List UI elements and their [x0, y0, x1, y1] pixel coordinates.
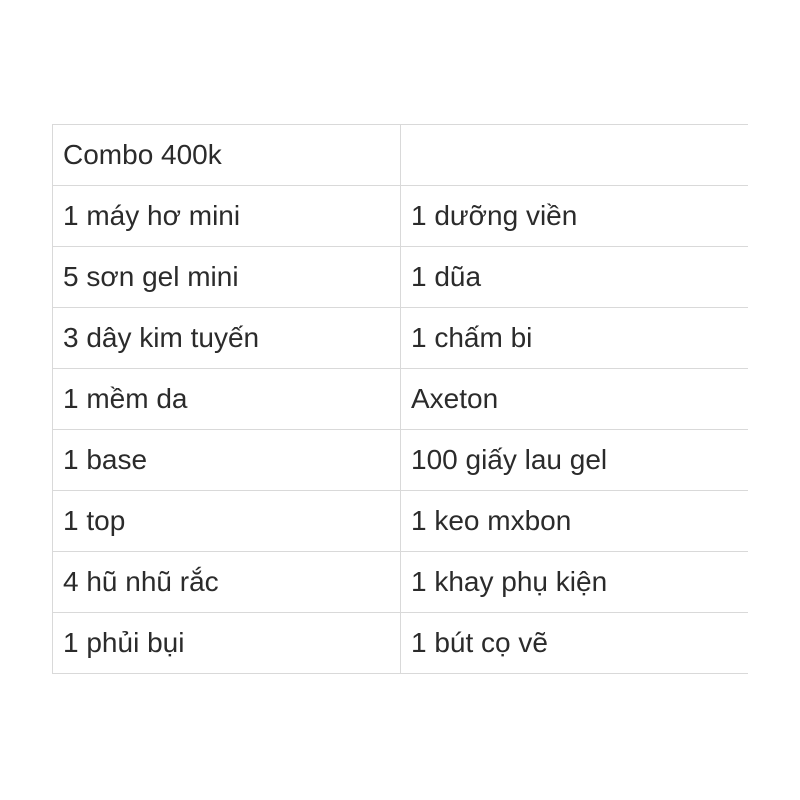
combo-table-container — [52, 124, 748, 677]
table-cell: 1 dưỡng viền — [401, 186, 749, 247]
table-cell: 100 giấy lau gel — [401, 430, 749, 491]
table-cell: 1 bút cọ vẽ — [401, 613, 749, 674]
table-cell: 1 keo mxbon — [401, 491, 749, 552]
table-cell: 1 máy hơ mini — [53, 186, 401, 247]
table-row — [53, 125, 749, 186]
table-cell: 1 dũa — [401, 247, 749, 308]
table-row — [53, 552, 749, 613]
table-cell: 5 sơn gel mini — [53, 247, 401, 308]
table-cell: 1 top — [53, 491, 401, 552]
table-cell — [401, 125, 749, 186]
table-row — [53, 613, 749, 674]
table-row — [53, 308, 749, 369]
table-cell: 3 dây kim tuyến — [53, 308, 401, 369]
table-cell: Axeton — [401, 369, 749, 430]
table-cell: 1 chấm bi — [401, 308, 749, 369]
table-cell: Combo 400k — [53, 125, 401, 186]
table-cell: 1 base — [53, 430, 401, 491]
combo-items-table — [52, 124, 748, 674]
table-cell: 1 mềm da — [53, 369, 401, 430]
table-row — [53, 247, 749, 308]
table-row — [53, 430, 749, 491]
table-row — [53, 369, 749, 430]
table-cell: 1 khay phụ kiện — [401, 552, 749, 613]
table-row — [53, 186, 749, 247]
table-cell: 4 hũ nhũ rắc — [53, 552, 401, 613]
table-cell: 1 phủi bụi — [53, 613, 401, 674]
table-row — [53, 491, 749, 552]
